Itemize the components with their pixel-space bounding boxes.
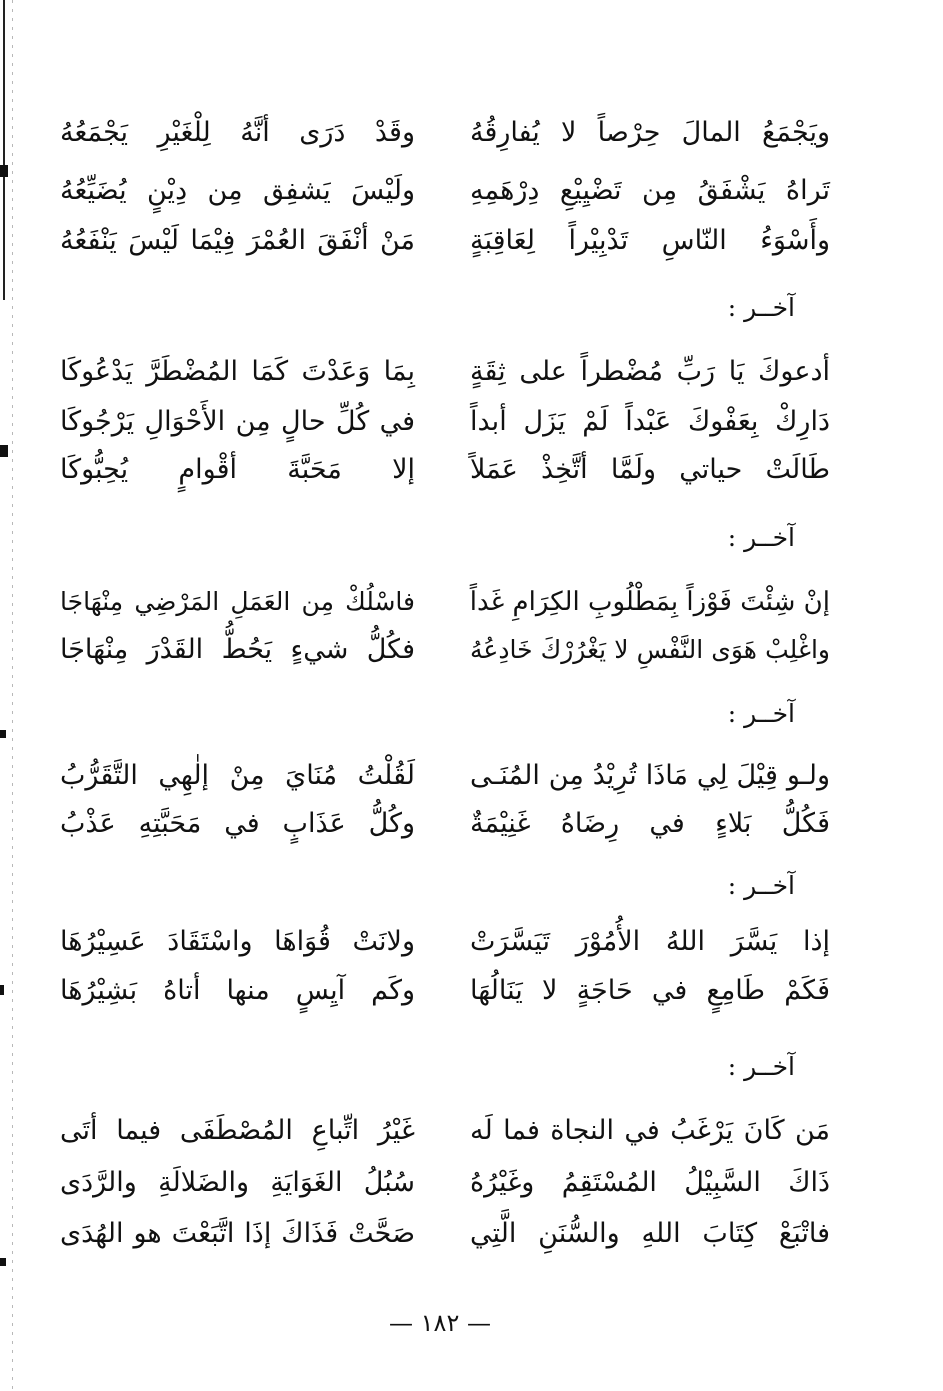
verse-second-hemistich: لَقُلْتُ مُنَايَ مِنْ إلٰهِي التَّقَرُّبُ bbox=[60, 760, 415, 791]
verse-first-hemistich: وأَسْوَءُ النّاسِ تَدْبِيْراً لِعَاقِبَةٍ bbox=[470, 225, 830, 256]
verse-first-hemistich: واغْلِبْ هَوَى النَّفْسِ لا يَغْرُرْكَ خَادِعُهُ bbox=[470, 635, 830, 664]
verse-first-hemistich: ويَجْمَعُ المالَ حِرْصاً لا يُفارِقُهُ bbox=[470, 117, 830, 148]
binding-edge-mark bbox=[0, 165, 8, 177]
verse-second-hemistich: وكُلُّ عَذَابٍ في مَحَبَّتِهِ عَذْبُ bbox=[60, 808, 415, 839]
verse-first-hemistich: إذا يَسَّرَ اللهُ الأُمُوْرَ تَيَسَّرَتْ bbox=[470, 926, 830, 957]
verse-first-hemistich: ذَاكَ السَّبِيْلُ المُسْتَقِمُ وغَيْرُهُ bbox=[470, 1167, 830, 1198]
verse-second-hemistich: فكُلُّ شيءٍ يَحُطُّ القَدْرَ مِنْهَاجَا bbox=[60, 634, 415, 665]
verse-second-hemistich: ولَيْسَ يَشفِق مِن دِيْنٍ يُضَيِّعُهُ bbox=[60, 175, 415, 206]
section-heading: آخــر : bbox=[727, 1052, 795, 1081]
verse-second-hemistich: فاسْلُكْ مِن العَمَلِ المَرْضِي مِنْهَاجَا bbox=[60, 587, 415, 616]
poem-verse bbox=[60, 1154, 830, 1212]
section-heading: آخــر : bbox=[727, 523, 795, 552]
poem-verse bbox=[60, 1102, 830, 1160]
binding-edge-mark bbox=[0, 445, 8, 457]
verse-second-hemistich: وكَم آيِسٍ منها أتاهُ بَشِيْرُهَا bbox=[60, 975, 415, 1006]
poem-verse bbox=[60, 104, 830, 162]
verse-first-hemistich: طَالَتْ حياتي ولَمَّا أتَّخِذْ عَمَلاً bbox=[470, 454, 830, 485]
verse-first-hemistich: فَكَمْ طَامِعٍ في حَاجَةٍ لا يَنَالُهَا bbox=[470, 975, 830, 1006]
verse-second-hemistich: ولانَتْ قُوَاهَا واسْتَقَادَ عَسِيْرُهَا bbox=[60, 926, 415, 957]
verse-second-hemistich: في كُلِّ حالٍ مِن الأَحْوَالِ يَرْجُوكَا bbox=[60, 406, 415, 437]
verse-second-hemistich: سُبُلُ الغَوَايَةِ والضَلالَةِ والرَّدَى bbox=[60, 1167, 415, 1198]
page-number: — ١٨٢ — bbox=[389, 1309, 491, 1337]
binding-edge-dots bbox=[12, 0, 13, 1391]
poem-verse bbox=[60, 1205, 830, 1263]
verse-first-hemistich: فاتْبَعْ كِتَابَ اللهِ والسُّنَنِ الَّتِي bbox=[470, 1218, 830, 1249]
binding-edge-mark bbox=[0, 985, 4, 995]
verse-second-hemistich: إلا مَحَبَّةَ أقْوامٍ يُحِبُّوكَا bbox=[60, 454, 415, 485]
poem-verse bbox=[60, 441, 830, 499]
verse-first-hemistich: فَكُلُّ بَلاءٍ في رِضَاهُ غَنِيْمَةٌ bbox=[470, 808, 830, 839]
verse-second-hemistich: صَحَّتْ فَذَاكَ إذَا اتَّبَعْتَ هو الهُدَى bbox=[60, 1218, 415, 1249]
section-heading: آخــر : bbox=[727, 293, 795, 322]
section-heading: آخــر : bbox=[727, 871, 795, 900]
section-heading: آخــر : bbox=[727, 699, 795, 728]
verse-second-hemistich: بِمَا وَعَدْتَ كَمَا المُضْطَرَّ يَدْعُوكَا bbox=[60, 356, 415, 387]
poem-verse bbox=[60, 621, 830, 679]
verse-first-hemistich: ولـو قِيْلَ لِي مَاذَا تُرِيْدُ مِن المُنَـى bbox=[470, 760, 830, 791]
verse-first-hemistich: مَن كَانَ يَرْغَبُ في النجاة فما لَه bbox=[470, 1115, 830, 1146]
verse-first-hemistich: تَراهُ يَشْفَقُ مِن تَضْيِيْعِ دِرْهَمِهِ bbox=[470, 175, 830, 206]
verse-second-hemistich: وقَدْ دَرَى أنَّهُ لِلْغَيْرِ يَجْمَعُهُ bbox=[60, 117, 415, 148]
binding-edge-mark bbox=[0, 730, 6, 738]
binding-edge-line bbox=[3, 0, 5, 300]
binding-edge-mark bbox=[0, 1258, 6, 1266]
poem-verse bbox=[60, 795, 830, 853]
verse-first-hemistich: إنْ شِئْتَ فَوْزاً بِمَطْلُوبِ الكِرَامِ غَداً bbox=[469, 587, 830, 617]
verse-second-hemistich: غَيْرُ اتِّباعِ المُصْطَفَى فيما أتَى bbox=[60, 1115, 415, 1146]
verse-first-hemistich: أدعوكَ يَا رَبِّ مُضْطراً على ثِقَةٍ bbox=[470, 356, 830, 387]
poem-verse bbox=[60, 962, 830, 1020]
poem-verse bbox=[60, 212, 830, 270]
verse-first-hemistich: دَارِكْ بِعَفْوكَ عَبْداً لَمْ يَزَل أبداً bbox=[470, 406, 830, 437]
verse-second-hemistich: مَنْ أنْفَقَ العُمْرَ فِيْمَا لَيْسَ يَنْفَعُهُ bbox=[60, 225, 415, 256]
